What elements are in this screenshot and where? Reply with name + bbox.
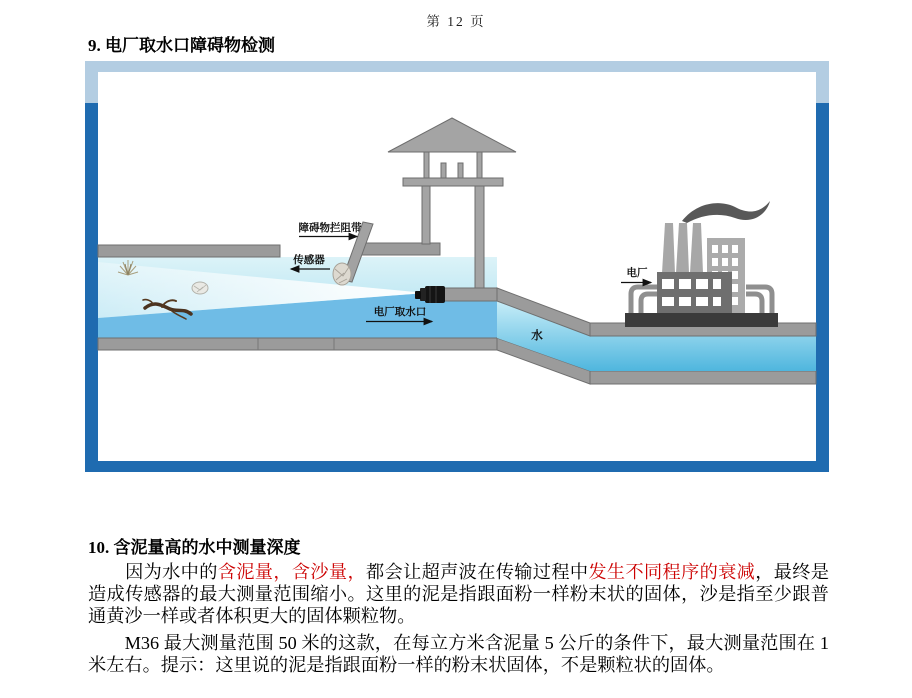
section10-heading: 10. 含泥量高的水中测量深度: [88, 538, 301, 557]
figure-diagram: [85, 61, 829, 472]
label-sensor: 传感器: [293, 254, 325, 266]
intake-ledge: [443, 288, 497, 301]
watchtower-post-left: [424, 152, 429, 178]
watchtower-leg-left: [422, 186, 430, 244]
watchtower-platform: [403, 178, 503, 186]
page-number: 第 12 页: [426, 14, 486, 29]
canal-wall-segment: [361, 243, 440, 255]
factory-base: [625, 313, 778, 327]
section10-paragraph-2: M36 最大测量范围 50 米的这款，在每立方米含泥量 5 公斤的条件下，最大测量范围在 1 米左右。提示：这里说的泥是指跟面粉一样的粉末状固体，不是颗粒状的固体。: [88, 633, 829, 675]
label-water: 水: [531, 330, 543, 342]
floor-right: [590, 371, 816, 384]
watchtower-rail-post: [441, 163, 446, 178]
factory-building-main: [657, 272, 732, 316]
section10: [88, 533, 829, 681]
debris-caught-at-barrier: [333, 263, 351, 285]
watchtower-leg-right: [475, 186, 484, 288]
factory-chimneys: [662, 223, 703, 273]
watchtower-post-right: [477, 152, 482, 178]
label-barrier: 障碍物拦阻带: [298, 222, 362, 234]
label-intake: 电厂取水口: [373, 306, 427, 318]
watchtower-rail-post: [458, 163, 463, 178]
canal-floor-left: [98, 338, 497, 350]
section9-heading: 9. 电厂取水口障碍物检测: [88, 36, 275, 55]
canal-wall-left: [98, 245, 280, 257]
debris-paper: [192, 282, 208, 294]
section10-paragraph-1: 因为水中的含泥量，含沙量，都会让超声波在传输过程中发生不同程序的衰减，最终是造成传感器的最大测量范围缩小。这里的泥是指跟面粉一样粉末状的固体，沙是指至少跟普通黄沙一样或者体积更大的固体颗粒物。: [88, 562, 829, 626]
intake-diagram-svg: [85, 61, 829, 472]
label-plant: 电厂: [626, 267, 648, 279]
